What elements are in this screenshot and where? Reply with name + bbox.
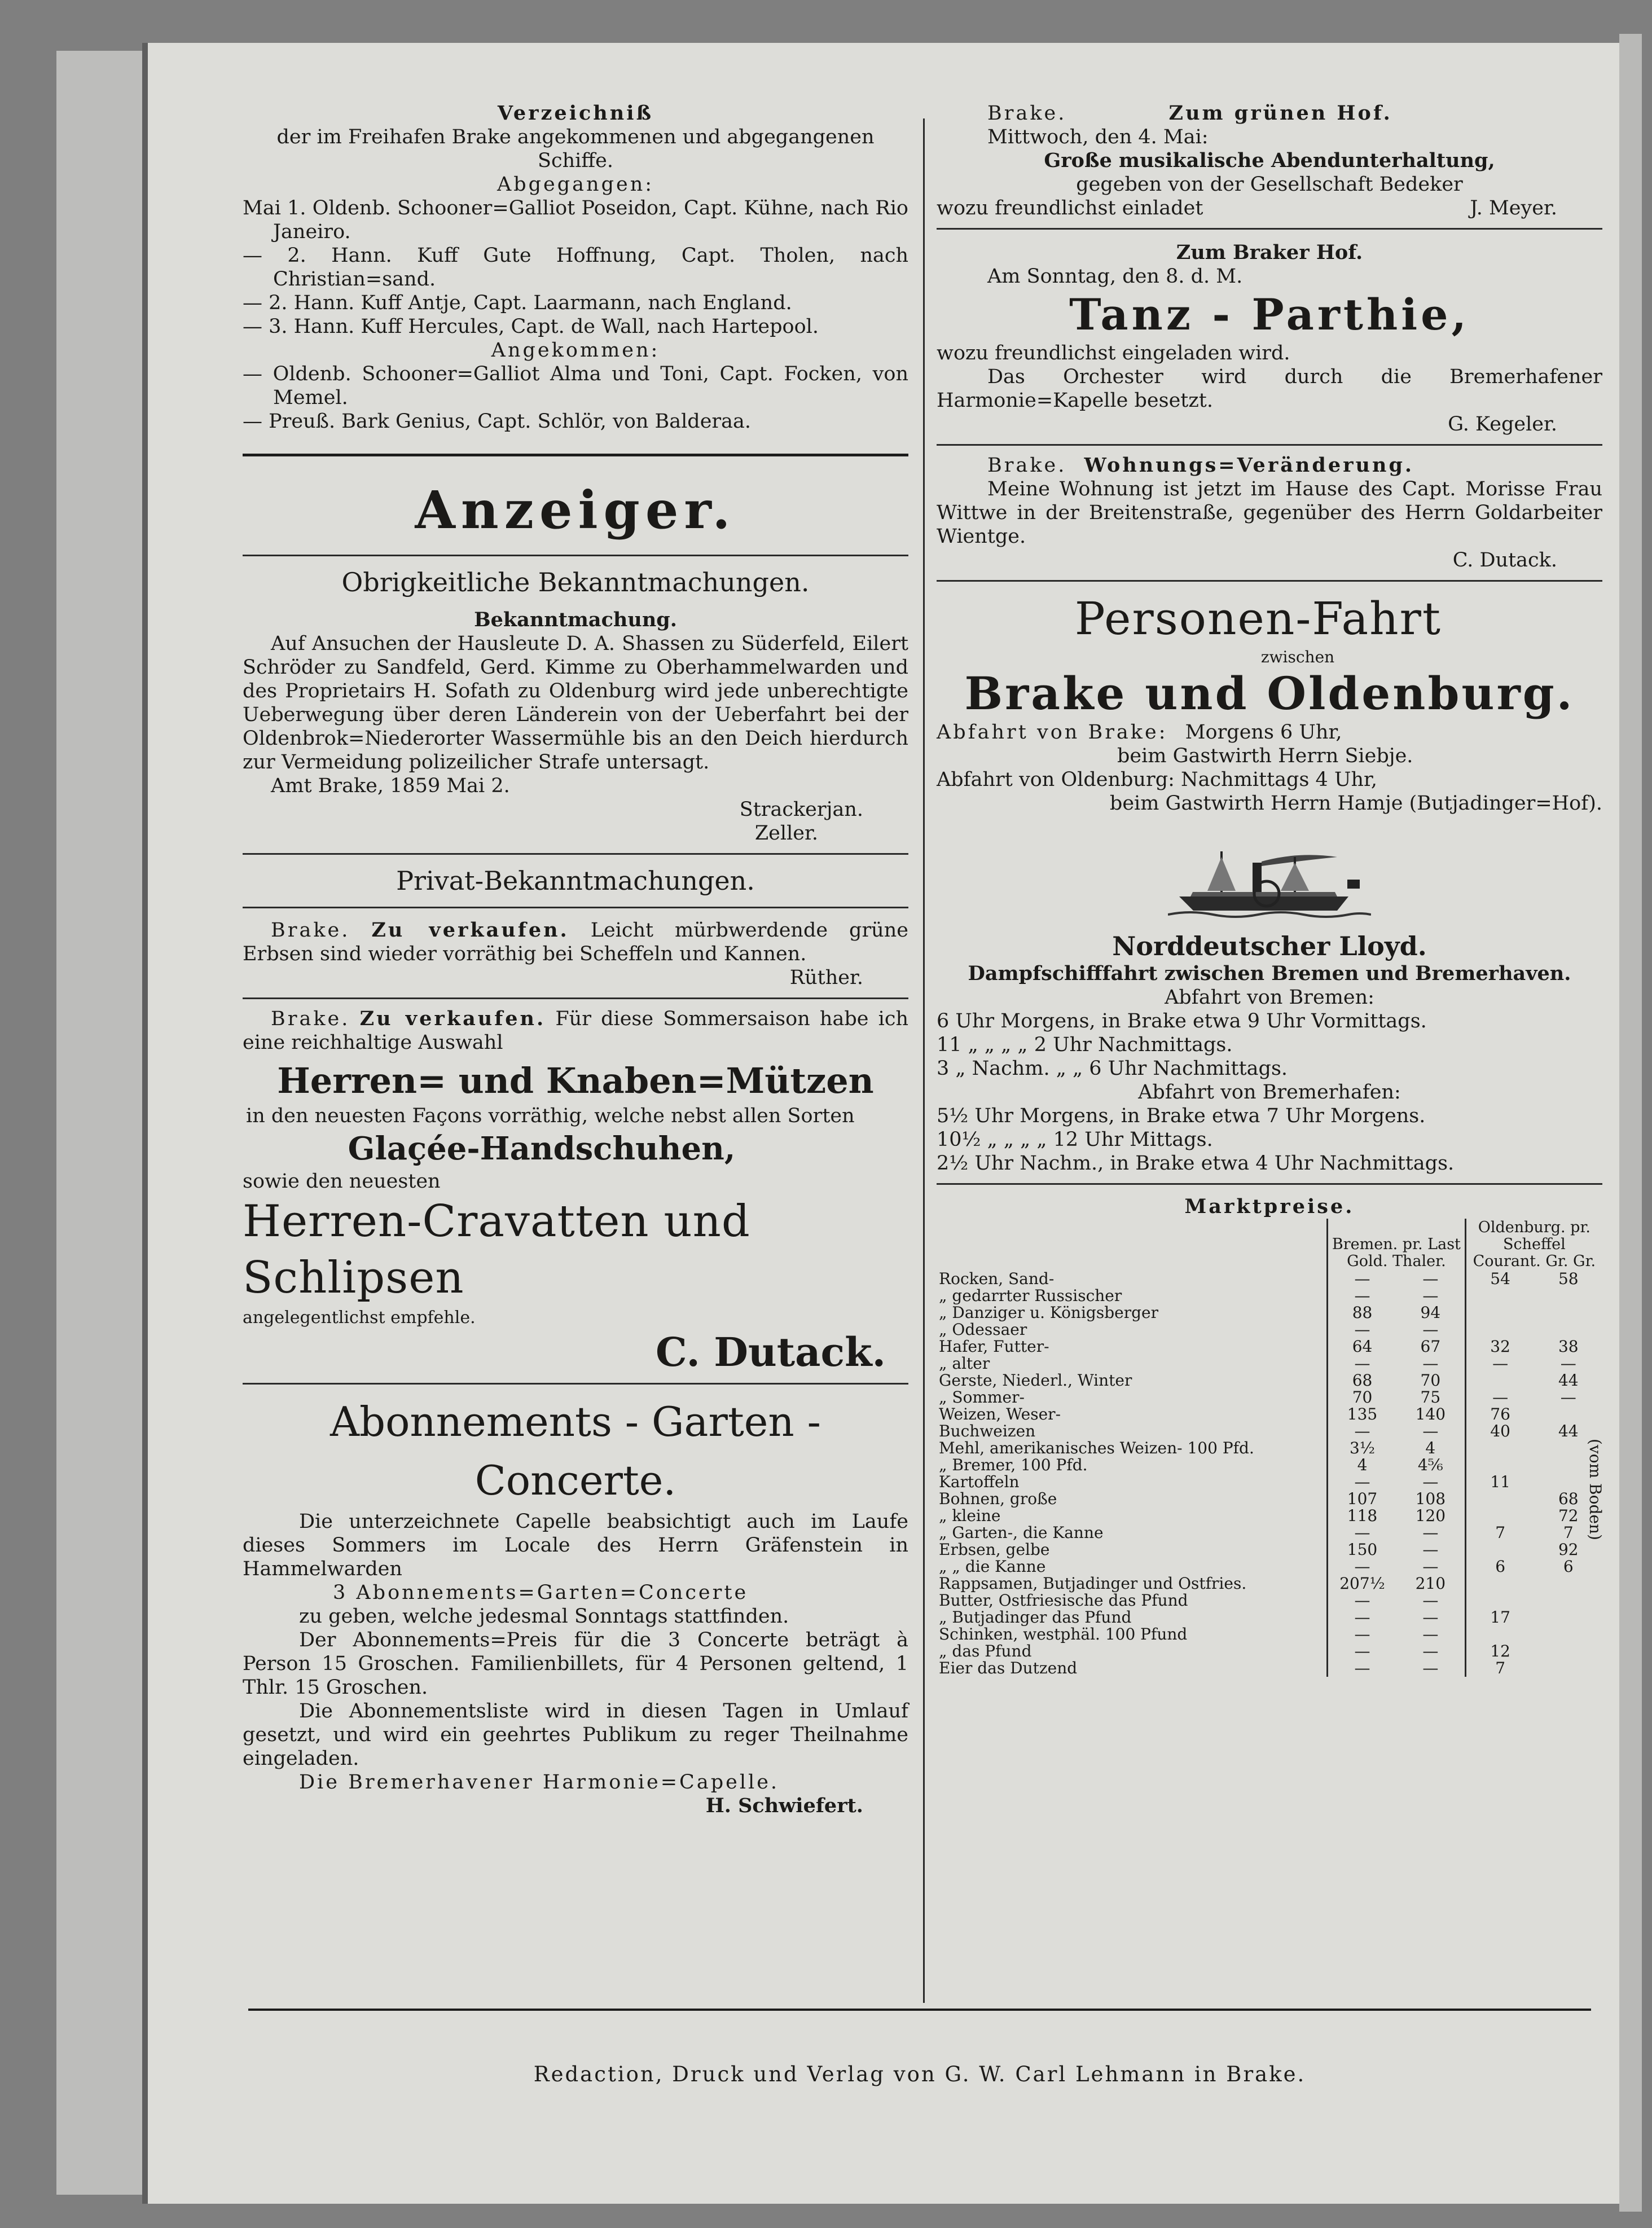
bremen-high: 4⁵⁄₆ bbox=[1417, 1456, 1443, 1474]
bremen-low: 64 bbox=[1328, 1338, 1396, 1355]
table-row bbox=[937, 1457, 1602, 1474]
braker-hof-text: Das Orchester wird durch die Bremerhafener Harmonie=Kapelle besetzt. bbox=[937, 366, 1602, 412]
oldenburg-low bbox=[1465, 1626, 1534, 1643]
oldenburg-low bbox=[1465, 1575, 1534, 1592]
divider bbox=[937, 1183, 1602, 1185]
ad1-text: Leicht mürbwerdende grüne Erbsen sind wieder vorräthig bei Scheffeln und Kannen. bbox=[243, 919, 908, 965]
anzeiger-title: Anzeiger. bbox=[415, 480, 736, 540]
oldenburg-low: — bbox=[1465, 1355, 1534, 1372]
bremen-high: — bbox=[1422, 1625, 1439, 1643]
personen-between: zwischen bbox=[1260, 648, 1335, 666]
timetable-row: 6 Uhr Morgens, in Brake etwa 9 Uhr Vormittags. bbox=[937, 1010, 1427, 1032]
bremen-low: — bbox=[1328, 1271, 1396, 1287]
market-item: Rappsamen, Butjadinger und Ostfries. bbox=[939, 1574, 1247, 1593]
oldenburg-low: 54 bbox=[1465, 1271, 1534, 1287]
divider bbox=[243, 555, 908, 556]
market-item: Rocken, Sand- bbox=[939, 1269, 1055, 1288]
oldenburg-high bbox=[1535, 1643, 1602, 1660]
table-row bbox=[937, 1423, 1602, 1440]
table-row bbox=[937, 1609, 1602, 1626]
divider bbox=[937, 444, 1602, 446]
concerts-title: Abonnements - Garten - Concerte. bbox=[329, 1398, 821, 1504]
bremen-high: — bbox=[1422, 1269, 1439, 1288]
departure-1-time: Morgens 6 Uhr, bbox=[1185, 721, 1342, 744]
column-rule bbox=[923, 118, 925, 2003]
oldenburg-low bbox=[1465, 1541, 1534, 1558]
oldenburg-low bbox=[1465, 1592, 1534, 1609]
braker-hof-date: Am Sonntag, den 8. d. M. bbox=[987, 265, 1243, 288]
wohnung-text: Meine Wohnung ist jetzt im Hause des Capt. Morisse Frau Wittwe in der Breitenstraße, gegenüber des Herrn Goldarbeiter Wientge. bbox=[937, 478, 1602, 548]
table-row bbox=[937, 1491, 1602, 1508]
ad2-cravats-heading: Herren-Cravatten und Schlipsen bbox=[243, 1196, 750, 1303]
market-item: „ „ die Kanne bbox=[939, 1557, 1046, 1576]
oldenburg-high: — bbox=[1560, 1388, 1576, 1407]
bremen-low: 70 bbox=[1328, 1389, 1396, 1406]
oldenburg-low: 12 bbox=[1465, 1643, 1534, 1660]
left-column bbox=[243, 102, 908, 1818]
right-column bbox=[937, 102, 1605, 1677]
braker-hof-event: Tanz - Parthie, bbox=[1069, 289, 1470, 340]
personen-route: Brake und Oldenburg. bbox=[964, 667, 1575, 720]
table-row bbox=[937, 1372, 1602, 1389]
market-item: „ alter bbox=[939, 1354, 990, 1373]
table-row bbox=[937, 1321, 1602, 1338]
book-spine bbox=[56, 51, 152, 2195]
ship-entry: — 2. Hann. Kuff Gute Hoffnung, Capt. Tholen, nach Christian=sand. bbox=[243, 244, 908, 291]
braker-hof-invite: wozu freundlichst eingeladen wird. bbox=[937, 342, 1290, 364]
ad2-gloves-heading: Glaçée-Handschuhen, bbox=[348, 1130, 736, 1167]
oldenburg-high: 44 bbox=[1558, 1422, 1579, 1440]
bremen-low: 88 bbox=[1328, 1304, 1396, 1321]
oldenburg-high bbox=[1535, 1321, 1602, 1338]
bremen-low: 150 bbox=[1328, 1541, 1396, 1558]
private-heading: Privat-Bekanntmachungen. bbox=[396, 865, 755, 896]
ad2-text-2: in den neuesten Façons vorräthig, welche nebst allen Sorten bbox=[246, 1105, 855, 1127]
table-row bbox=[937, 1271, 1602, 1287]
gruener-hof-title: Zum grünen Hof. bbox=[1168, 102, 1392, 125]
bremen-low: — bbox=[1328, 1626, 1396, 1643]
timetable-row: 3 „ Nachm. „ „ 6 Uhr Nachmittags. bbox=[937, 1057, 1288, 1080]
market-item: Weizen, Weser- bbox=[939, 1405, 1061, 1423]
table-row bbox=[937, 1474, 1602, 1491]
bremen-low: — bbox=[1328, 1287, 1396, 1304]
market-item: Hafer, Futter- bbox=[939, 1337, 1049, 1356]
bremen-low: — bbox=[1328, 1592, 1396, 1609]
official-heading: Obrigkeitliche Bekanntmachungen. bbox=[341, 567, 810, 597]
wohnung-title: Wohnungs=Veränderung. bbox=[1084, 454, 1414, 477]
oldenburg-low: 6 bbox=[1465, 1558, 1534, 1575]
bremen-low: 118 bbox=[1328, 1508, 1396, 1524]
notice-signature-1: Strackerjan. bbox=[739, 798, 863, 821]
departed-heading: Abgegangen: bbox=[497, 173, 654, 196]
arrived-heading: Angekommen: bbox=[491, 339, 660, 362]
ship-entry: — Oldenb. Schooner=Galliot Alma und Toni, Capt. Focken, von Memel. bbox=[243, 363, 908, 409]
ship-entry: Mai 1. Oldenb. Schooner=Galliot Poseidon, Capt. Kühne, nach Rio Janeiro. bbox=[243, 197, 908, 243]
ad1-title: Zu verkaufen. bbox=[371, 919, 569, 942]
gruener-hof-invite: wozu freundlichst einladet bbox=[937, 197, 1203, 219]
oldenburg-high bbox=[1535, 1626, 1602, 1643]
market-item: „ das Pfund bbox=[939, 1642, 1032, 1660]
bremen-low: 3½ bbox=[1328, 1440, 1396, 1457]
lloyd-from-bremerhaven: Abfahrt von Bremerhafen: bbox=[1138, 1081, 1401, 1104]
ship-entry: — Preuß. Bark Genius, Capt. Schlör, von Balderaa. bbox=[243, 410, 751, 433]
lloyd-title: Norddeutscher Lloyd. bbox=[1112, 931, 1427, 961]
table-row bbox=[937, 1355, 1602, 1372]
ad2-title: Zu verkaufen. bbox=[359, 1007, 546, 1030]
timetable-row: 5½ Uhr Morgens, in Brake etwa 7 Uhr Morgens. bbox=[937, 1105, 1426, 1127]
bremen-high: 75 bbox=[1420, 1388, 1441, 1407]
table-row bbox=[937, 1575, 1602, 1592]
table-row bbox=[937, 1508, 1602, 1524]
oldenburg-high bbox=[1535, 1592, 1602, 1609]
oldenburg-low bbox=[1465, 1491, 1534, 1508]
divider bbox=[243, 853, 908, 855]
concerts-p6: Die Bremerhavener Harmonie=Capelle. bbox=[299, 1771, 780, 1794]
oldenburg-low: 7 bbox=[1465, 1524, 1534, 1541]
table-row bbox=[937, 1643, 1602, 1660]
timetable-row: 10½ „ „ „ „ 12 Uhr Mittags. bbox=[937, 1128, 1213, 1151]
oldenburg-high bbox=[1535, 1660, 1602, 1677]
bremen-high: 67 bbox=[1420, 1337, 1441, 1356]
bremen-high: 140 bbox=[1415, 1405, 1446, 1423]
oldenburg-low: 11 bbox=[1465, 1474, 1534, 1491]
oldenburg-high bbox=[1535, 1287, 1602, 1304]
bremen-high: — bbox=[1422, 1422, 1439, 1440]
bremen-high: — bbox=[1422, 1286, 1439, 1305]
bremen-high: — bbox=[1422, 1608, 1439, 1627]
oldenburg-low bbox=[1465, 1440, 1534, 1457]
ad1-place: Brake. bbox=[271, 919, 350, 942]
ship-list-title: Verzeichniß bbox=[497, 102, 654, 125]
market-item: „ Bremer, 100 Pfd. bbox=[939, 1456, 1088, 1474]
departure-1-place: beim Gastwirth Herrn Siebje. bbox=[1117, 745, 1413, 767]
bremen-low: 207½ bbox=[1328, 1575, 1396, 1592]
bremen-low: — bbox=[1328, 1609, 1396, 1626]
gruener-hof-by: gegeben von der Gesellschaft Bedeker bbox=[1076, 173, 1463, 196]
ad2-caps-heading: Herren= und Knaben=Mützen bbox=[277, 1060, 874, 1101]
market-item: „ Danziger u. Königsberger bbox=[939, 1303, 1158, 1322]
oldenburg-high: 6 bbox=[1563, 1557, 1574, 1576]
concerts-p5: Die Abonnementsliste wird in diesen Tagen in Umlauf gesetzt, und wird ein geehrtes Publikum zu reger Theilnahme eingeladen. bbox=[243, 1700, 908, 1770]
bremen-high: — bbox=[1422, 1642, 1439, 1660]
divider bbox=[937, 580, 1602, 582]
notice-title: Bekanntmachung. bbox=[474, 608, 677, 631]
imprint-footer: Redaction, Druck und Verlag von G. W. Carl Lehmann in Brake. bbox=[533, 2062, 1306, 2086]
market-side-note: (vom Boden) bbox=[1586, 1439, 1605, 1540]
notice-text: Auf Ansuchen der Hausleute D. A. Shassen zu Süderfeld, Eilert Schröder zu Sandfeld, Gerd. Kimme zu Oberhammelwarden und des Proprietairs H. Sofath zu Oldenburg wird jede unberechtigte Ueberwegung über deren Länderein von der Ueberfahrt bei der Oldenbrok=Niederorter Wassermühle bis an den Deich hierdurch zur Vermeidung polizeilicher Strafe untersagt. bbox=[243, 632, 908, 774]
table-row bbox=[937, 1524, 1602, 1541]
bremen-high: — bbox=[1422, 1659, 1439, 1677]
ship-list-subtitle: der im Freihafen Brake angekommenen und abgegangenen Schiffe. bbox=[276, 126, 875, 172]
oldenburg-high: 68 bbox=[1558, 1489, 1579, 1508]
market-price-table bbox=[937, 1219, 1602, 1677]
bremen-low: — bbox=[1328, 1558, 1396, 1575]
bremen-low: 4 bbox=[1328, 1457, 1396, 1474]
concerts-p4: Der Abonnements=Preis für die 3 Concerte beträgt à Person 15 Groschen. Familienbillets, für 4 Personen geltend, 1 Thlr. 15 Groschen. bbox=[243, 1629, 908, 1699]
bremen-high: 120 bbox=[1415, 1506, 1446, 1525]
market-item: Butter, Ostfriesische das Pfund bbox=[939, 1591, 1188, 1610]
bremen-low: — bbox=[1328, 1355, 1396, 1372]
divider bbox=[937, 228, 1602, 230]
divider bbox=[243, 997, 908, 999]
departure-1-label: Abfahrt von Brake: bbox=[937, 721, 1168, 744]
oldenburg-high bbox=[1535, 1406, 1602, 1423]
bremen-low: 107 bbox=[1328, 1491, 1396, 1508]
bremen-low: — bbox=[1328, 1524, 1396, 1541]
bremen-high: 70 bbox=[1420, 1371, 1441, 1390]
oldenburg-low: 32 bbox=[1465, 1338, 1534, 1355]
market-item: Gerste, Niederl., Winter bbox=[939, 1371, 1132, 1390]
oldenburg-low bbox=[1465, 1287, 1534, 1304]
bremen-high: — bbox=[1422, 1540, 1439, 1559]
table-row bbox=[937, 1541, 1602, 1558]
divider bbox=[243, 907, 908, 908]
bremen-high: 94 bbox=[1420, 1303, 1441, 1322]
table-row bbox=[937, 1440, 1602, 1457]
table-row bbox=[937, 1558, 1602, 1575]
departure-2-label: Abfahrt von Oldenburg: bbox=[937, 768, 1175, 791]
market-item: Mehl, amerikanisches Weizen- 100 Pfd. bbox=[939, 1439, 1254, 1457]
oldenburg-high: 58 bbox=[1558, 1269, 1579, 1288]
ad2-text-4: angelegentlichst empfehle. bbox=[243, 1308, 476, 1328]
gruener-hof-event: Große musikalische Abendunterhaltung, bbox=[1044, 149, 1495, 172]
market-title: Marktpreise. bbox=[1184, 1195, 1355, 1218]
lloyd-from-bremen: Abfahrt von Bremen: bbox=[1165, 986, 1374, 1009]
bremen-low: — bbox=[1328, 1660, 1396, 1677]
oldenburg-low bbox=[1465, 1457, 1534, 1474]
braker-hof-title: Zum Braker Hof. bbox=[1176, 241, 1363, 264]
timetable-row: 11 „ „ „ „ 2 Uhr Nachmittags. bbox=[937, 1034, 1233, 1056]
personen-title: Personen-Fahrt bbox=[1074, 592, 1442, 645]
bremen-high: — bbox=[1422, 1557, 1439, 1576]
oldenburg-high: 38 bbox=[1558, 1337, 1579, 1356]
table-row bbox=[937, 1592, 1602, 1609]
gruener-hof-signature: J. Meyer. bbox=[1470, 197, 1557, 219]
oldenburg-high: 72 bbox=[1558, 1506, 1579, 1525]
oldenburg-high: 92 bbox=[1558, 1540, 1579, 1559]
market-item: „ gedarrter Russischer bbox=[939, 1286, 1122, 1305]
oldenburg-low bbox=[1465, 1321, 1534, 1338]
header-bremen: Bremen. pr. Last Gold. Thaler. bbox=[1328, 1219, 1466, 1271]
lloyd-subtitle: Dampfschifffahrt zwischen Bremen und Bremerhaven. bbox=[968, 962, 1571, 985]
ad2-text: Für diese Sommersaison habe ich eine reichhaltige Auswahl bbox=[243, 1008, 908, 1054]
oldenburg-low: — bbox=[1465, 1389, 1534, 1406]
market-item: „ Odessaer bbox=[939, 1320, 1027, 1339]
concerts-p3: zu geben, welche jedesmal Sonntags stattfinden. bbox=[299, 1605, 789, 1628]
oldenburg-low: 76 bbox=[1465, 1406, 1534, 1423]
table-row bbox=[937, 1287, 1602, 1304]
market-item: Buchweizen bbox=[939, 1422, 1036, 1440]
bremen-high: — bbox=[1422, 1320, 1439, 1339]
oldenburg-low bbox=[1465, 1508, 1534, 1524]
bremen-low: — bbox=[1328, 1423, 1396, 1440]
bremen-low: — bbox=[1328, 1474, 1396, 1491]
wohnung-signature: C. Dutack. bbox=[1452, 549, 1557, 572]
oldenburg-high bbox=[1535, 1304, 1602, 1321]
notice-place-date: Amt Brake, 1859 Mai 2. bbox=[271, 775, 510, 797]
bremen-high: 210 bbox=[1415, 1574, 1446, 1593]
table-row bbox=[937, 1626, 1602, 1643]
ship-entry: — 2. Hann. Kuff Antje, Capt. Laarmann, nach England. bbox=[243, 292, 792, 314]
departure-2-time: Nachmittags 4 Uhr, bbox=[1181, 768, 1377, 791]
wohnung-place: Brake. bbox=[987, 454, 1067, 477]
market-item: Bohnen, große bbox=[939, 1489, 1057, 1508]
timetable-row: 2½ Uhr Nachm., in Brake etwa 4 Uhr Nachmittags. bbox=[937, 1152, 1455, 1175]
concerts-p2: 3 Abonnements=Garten=Concerte bbox=[333, 1581, 749, 1604]
bremen-low: — bbox=[1328, 1643, 1396, 1660]
bremen-high: 4 bbox=[1425, 1439, 1436, 1457]
market-item: Kartoffeln bbox=[939, 1473, 1020, 1491]
bottom-rule bbox=[248, 2009, 1591, 2011]
divider bbox=[243, 454, 908, 456]
page-edge bbox=[1619, 34, 1642, 2212]
market-item: „ Butjadinger das Pfund bbox=[939, 1608, 1132, 1627]
bremen-high: — bbox=[1422, 1354, 1439, 1373]
market-item: „ kleine bbox=[939, 1506, 1001, 1525]
oldenburg-low bbox=[1465, 1304, 1534, 1321]
gruener-hof-date: Mittwoch, den 4. Mai: bbox=[987, 126, 1209, 148]
market-item: Erbsen, gelbe bbox=[939, 1540, 1050, 1559]
market-item: „ Sommer- bbox=[939, 1388, 1025, 1407]
braker-hof-signature: G. Kegeler. bbox=[1448, 413, 1557, 436]
oldenburg-high: 7 bbox=[1563, 1523, 1574, 1542]
oldenburg-high bbox=[1535, 1575, 1602, 1592]
bremen-high: — bbox=[1422, 1591, 1439, 1610]
market-item: Schinken, westphäl. 100 Pfund bbox=[939, 1625, 1188, 1643]
oldenburg-low: 7 bbox=[1465, 1660, 1534, 1677]
oldenburg-low: 40 bbox=[1465, 1423, 1534, 1440]
bremen-high: — bbox=[1422, 1523, 1439, 1542]
oldenburg-low bbox=[1465, 1372, 1534, 1389]
bremen-low: — bbox=[1328, 1321, 1396, 1338]
departure-2-place: beim Gastwirth Herrn Hamje (Butjadinger=Hof). bbox=[1109, 792, 1602, 815]
table-row bbox=[937, 1338, 1602, 1355]
market-item: „ Garten-, die Kanne bbox=[939, 1523, 1104, 1542]
ad1-signature: Rüther. bbox=[789, 966, 863, 989]
table-row bbox=[937, 1389, 1602, 1406]
ship-entry: — 3. Hann. Kuff Hercules, Capt. de Wall, nach Hartepool. bbox=[243, 315, 819, 338]
oldenburg-high: — bbox=[1560, 1354, 1576, 1373]
concerts-p1: Die unterzeichnete Capelle beabsichtigt auch im Laufe dieses Sommers im Locale des Herrn Gräfenstein in Hammelwarden bbox=[243, 1510, 908, 1580]
oldenburg-high bbox=[1535, 1609, 1602, 1626]
divider bbox=[243, 1383, 908, 1385]
bremen-low: 68 bbox=[1328, 1372, 1396, 1389]
market-item: Eier das Dutzend bbox=[939, 1659, 1078, 1677]
concerts-signature: H. Schwiefert. bbox=[705, 1794, 863, 1817]
ad2-text-3: sowie den neuesten bbox=[243, 1170, 441, 1193]
bremen-high: 108 bbox=[1415, 1489, 1446, 1508]
bremen-high: — bbox=[1422, 1473, 1439, 1491]
gruener-hof-place: Brake. bbox=[987, 102, 1067, 125]
ad2-place: Brake. bbox=[271, 1008, 350, 1030]
table-row bbox=[937, 1660, 1602, 1677]
oldenburg-high: 44 bbox=[1558, 1371, 1579, 1390]
steamship-illustration bbox=[1168, 840, 1371, 925]
bremen-low: 135 bbox=[1328, 1406, 1396, 1423]
ad2-signature: C. Dutack. bbox=[655, 1329, 886, 1376]
oldenburg-low: 17 bbox=[1465, 1609, 1534, 1626]
notice-signature-2: Zeller. bbox=[754, 822, 818, 845]
header-oldenburg: Oldenburg. pr. Scheffel Courant. Gr. Gr. bbox=[1465, 1219, 1602, 1271]
table-row bbox=[937, 1304, 1602, 1321]
table-row bbox=[937, 1406, 1602, 1423]
